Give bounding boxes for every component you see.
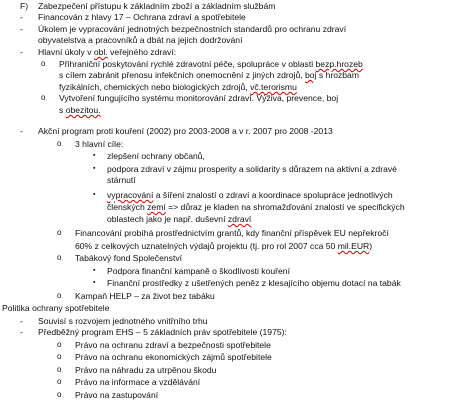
square-bullet: ▪ [93, 279, 96, 286]
line-text: a šíření znalostí o zdraví a koordinace spolupráce jednotlivých [153, 190, 393, 200]
line-text: Právo na ochranu ekonomických zájmů spotřebitele [75, 352, 272, 362]
continuation-line [0, 105, 455, 116]
sub-list-item [0, 93, 455, 104]
continuation-line [0, 70, 455, 81]
line-text: Hlavní úkoly v [38, 47, 94, 57]
line-text: Souvisí s rozvojem jednotného vnitřního trhu [38, 316, 208, 326]
spellcheck-word: zdraví [227, 214, 252, 224]
line-text: Tabákový fond Společenství [75, 253, 183, 263]
continuation-line [0, 214, 455, 225]
dash-bullet: - [20, 12, 23, 22]
continuation-line [0, 35, 455, 46]
list-item [0, 12, 455, 23]
line-text: Právo na náhradu za utrpěnou škodu [75, 365, 217, 375]
line-text: s hrozbam [316, 70, 359, 80]
sub-list-item [0, 365, 455, 376]
continuation-line [0, 202, 455, 213]
spellcheck-word: boj [305, 70, 317, 80]
line-text: Politika ochrany spotřebitele [2, 303, 110, 313]
line-text: Kampaň HELP – za život bez tabáku [75, 291, 215, 301]
spellcheck-word: vč.terorismu [250, 82, 297, 92]
sub-sub-list-item [0, 190, 455, 201]
line-text: Právo na zastupování [75, 390, 159, 400]
line-text: Přihraniční poskytování rychlé zdravotní péče, spolupráce v oblasti [59, 59, 316, 69]
circle-bullet: o [57, 377, 62, 386]
section-heading-f [0, 1, 455, 12]
line-text: Vytvoření fungujícího systému monitorování zdraví. Výživa, prevence, boj [59, 93, 339, 103]
sub-list-item [0, 59, 455, 70]
sub-list-item [0, 253, 455, 264]
square-bullet: ▪ [93, 267, 96, 274]
dash-bullet: - [20, 47, 23, 57]
sub-list-item [0, 139, 455, 150]
line-text: 3 hlavní cíle: [75, 139, 124, 149]
list-item [0, 24, 455, 35]
spellcheck-word: zemí [147, 202, 166, 212]
sub-sub-list-item [0, 151, 455, 162]
line-text: oblastech jako je např. duševní [107, 214, 228, 224]
spellcheck-word: mil.EUR [337, 241, 370, 251]
line-text: zlepšení ochrany občanů, [107, 151, 205, 161]
line-text: Právo na ochranu zdraví a bezpečnosti spotřebitele [75, 340, 271, 350]
circle-bullet: o [57, 340, 62, 349]
list-marker: F) [20, 1, 29, 11]
circle-bullet: o [57, 390, 62, 399]
square-bullet: ▪ [93, 165, 96, 172]
line-text: Předběžný program EHS – 5 základních práv spotřebitele (1975): [38, 327, 287, 337]
list-item [0, 327, 455, 338]
continuation-line [0, 175, 455, 186]
line-text: Úkolem je vypracování jednotných bezpečnostních standardů pro ochranu zdraví [38, 24, 347, 34]
circle-bullet: o [41, 93, 46, 102]
circle-bullet: o [41, 59, 46, 68]
dash-bullet: - [20, 316, 23, 326]
circle-bullet: o [57, 139, 62, 148]
circle-bullet: o [57, 291, 62, 300]
circle-bullet: o [57, 228, 62, 237]
line-text: obyvatelstva a pracovníků a dbát na jejich dodržování [38, 35, 243, 45]
sub-list-item [0, 390, 455, 401]
line-text: členských [107, 202, 148, 212]
dash-bullet: - [20, 327, 23, 337]
sub-list-item [0, 340, 455, 351]
sub-sub-list-item [0, 278, 455, 289]
line-text: ) [369, 241, 373, 251]
dash-bullet: - [20, 24, 23, 34]
spellcheck-word: vypracování [107, 190, 154, 200]
line-text: s [59, 105, 66, 115]
sub-list-item [0, 228, 455, 239]
line-text: => důraz je kladen na shromažďování znalostí ve specifických [165, 202, 405, 212]
sub-list-item [0, 291, 455, 302]
continuation-line [0, 82, 455, 93]
square-bullet: ▪ [93, 191, 96, 198]
line-text: Podpora finanční kampaně o škodlivosti kouření [107, 266, 290, 276]
section-heading [0, 303, 455, 314]
continuation-line [0, 241, 455, 252]
list-item [0, 47, 455, 58]
sub-list-item [0, 377, 455, 388]
line-text: fyzikálních, chemických nebo biologických zdrojů, [59, 82, 251, 92]
line-text: podpora zdraví v zájmu prosperity a solidarity s důrazem na aktivní a zdravé [107, 164, 397, 174]
sub-sub-list-item [0, 266, 455, 277]
line-text: Financován z hlavy 17 – Ochrana zdraví a spotřebitele [38, 12, 246, 22]
line-text: Finanční prostředky z ušetřených peněz z klesajícího objemu dotací na tabák [107, 278, 401, 288]
line-text: Financování probíhá prostřednictvím grantů, kdy finanční příspěvek EU nepřekročí [75, 228, 389, 238]
circle-bullet: o [57, 352, 62, 361]
line-text: stárnutí [107, 175, 136, 185]
list-item [0, 126, 455, 137]
line-text: Právo na informace a vzdělávání [75, 377, 201, 387]
sub-list-item [0, 352, 455, 363]
spellcheck-word: obl. [93, 47, 108, 57]
line-text: veřejného zdraví: [107, 47, 177, 57]
sub-sub-list-item [0, 164, 455, 175]
line-text: Zabezpečení přístupu k základním zboží a základním službám [38, 1, 276, 11]
line-text: Akční program proti kouření (2002) pro 2003-2008 a v r. 2007 pro 2008 -2013 [38, 126, 333, 136]
circle-bullet: o [57, 253, 62, 262]
circle-bullet: o [57, 365, 62, 374]
line-text: 60% z celkových uznatelných výdajů projektu (tj. pro rol 2007 cca 50 [75, 241, 338, 251]
list-item [0, 316, 455, 327]
square-bullet: ▪ [93, 152, 96, 159]
spellcheck-word: obezitou. [65, 105, 101, 115]
dash-bullet: - [20, 126, 23, 136]
line-text: s cílem zabránit přenosu infekčních onemocnění z jiných zdrojů, [59, 70, 306, 80]
spellcheck-word: bezp.hrozeb [315, 59, 363, 69]
